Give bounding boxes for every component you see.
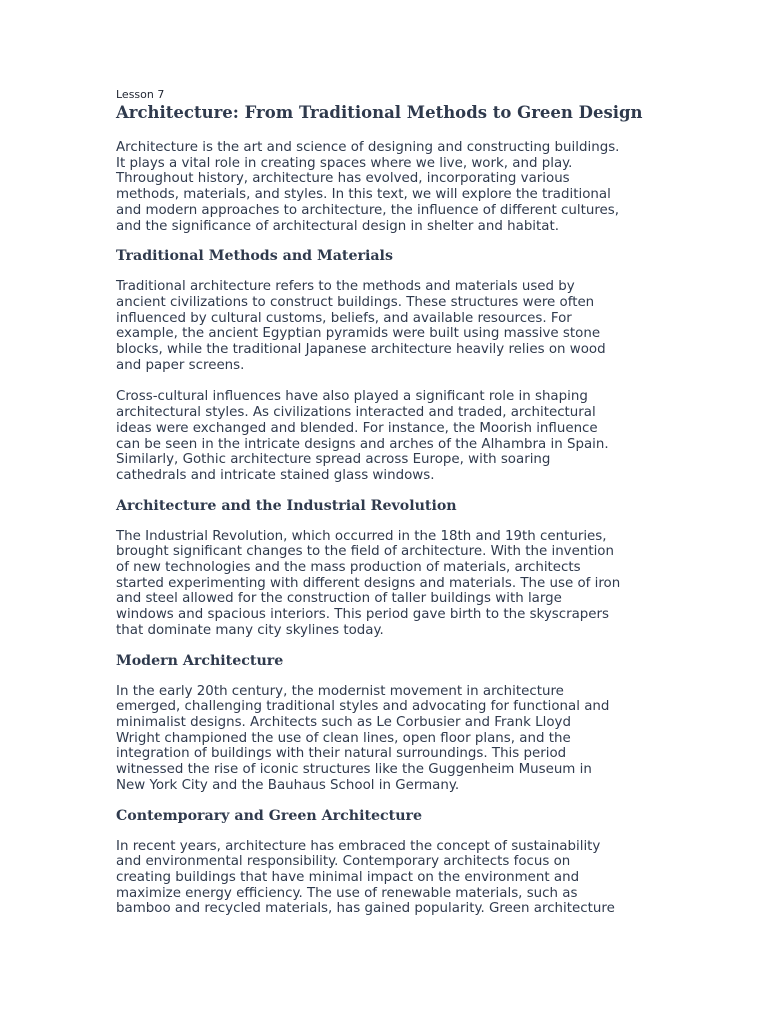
paragraph-line: cathedrals and intricate stained glass windows. [116, 467, 435, 483]
paragraph-line: Cross-cultural influences have also played a significant role in shaping [116, 389, 588, 405]
paragraph-line: methods, materials, and styles. In this text, we will explore the traditional [116, 187, 611, 203]
section-heading-traditional: Traditional Methods and Materials [116, 248, 393, 265]
paragraph-line: that dominate many city skylines today. [116, 622, 384, 638]
paragraph-line: integration of buildings with their natural surroundings. This period [116, 746, 567, 762]
paragraph-line: emerged, challenging traditional styles and advocating for functional and [116, 699, 610, 715]
paragraph-line: creating buildings that have minimal impact on the environment and [116, 869, 580, 885]
paragraph-line: blocks, while the traditional Japanese architecture heavily relies on wood [116, 342, 606, 358]
paragraph-line: ideas were exchanged and blended. For instance, the Moorish influence [116, 420, 598, 436]
paragraph-line: Wright championed the use of clean lines, open floor plans, and the [116, 730, 571, 746]
paragraph-line: of new technologies and the mass production of materials, architects [116, 560, 581, 576]
paragraph-line: In recent years, architecture has embraced the concept of sustainability [116, 838, 601, 854]
paragraph-line: example, the ancient Egyptian pyramids were built using massive stone [116, 326, 601, 342]
paragraph-line: New York City and the Bauhaus School in Germany. [116, 777, 460, 793]
paragraph-line: started experimenting with different designs and materials. The use of iron [116, 575, 621, 591]
paragraph-line: and steel allowed for the construction of taller buildings with large [116, 591, 562, 607]
intro-paragraph [116, 140, 656, 234]
document-title: Architecture: From Traditional Methods to Green Design [116, 103, 643, 122]
paragraph-line: Throughout history, architecture has evolved, incorporating various [116, 171, 570, 187]
paragraph-line: The Industrial Revolution, which occurred in the 18th and 19th centuries, [116, 528, 607, 544]
paragraph-line: and paper screens. [116, 357, 245, 373]
paragraph-line: architectural styles. As civilizations interacted and traded, architectural [116, 405, 596, 421]
paragraph-line: windows and spacious interiors. This period gave birth to the skyscrapers [116, 607, 610, 623]
document-page [116, 88, 656, 917]
paragraph-line: and environmental responsibility. Contemporary architects focus on [116, 854, 571, 870]
section-paragraph [116, 279, 656, 373]
paragraph-line: and the significance of architectural design in shelter and habitat. [116, 218, 559, 234]
paragraph-line: influenced by cultural customs, beliefs, and available resources. For [116, 310, 572, 326]
lesson-label: Lesson 7 [116, 88, 165, 101]
section-paragraph [116, 684, 656, 794]
paragraph-line: maximize energy efficiency. The use of renewable materials, such as [116, 885, 578, 901]
section-paragraph [116, 839, 656, 918]
paragraph-line: It plays a vital role in creating spaces where we live, work, and play. [116, 155, 573, 171]
paragraph-line: witnessed the rise of iconic structures like the Guggenheim Museum in [116, 762, 592, 778]
paragraph-line: Similarly, Gothic architecture spread across Europe, with soaring [116, 452, 551, 468]
paragraph-line: Traditional architecture refers to the methods and materials used by [116, 279, 575, 295]
paragraph-line: minimalist designs. Architects such as Le Corbusier and Frank Lloyd [116, 714, 571, 730]
paragraph-line: ancient civilizations to construct buildings. These structures were often [116, 294, 595, 310]
paragraph-line: brought significant changes to the field of architecture. With the invention [116, 544, 614, 560]
paragraph-line: bamboo and recycled materials, has gained popularity. Green architecture [116, 901, 615, 917]
section-heading-industrial: Architecture and the Industrial Revolution [116, 497, 457, 514]
section-paragraph [116, 389, 656, 483]
section-heading-modern: Modern Architecture [116, 652, 284, 669]
paragraph-line: In the early 20th century, the modernist movement in architecture [116, 683, 564, 699]
paragraph-line: Architecture is the art and science of designing and constructing buildings. [116, 140, 620, 155]
section-paragraph [116, 529, 656, 639]
paragraph-line: can be seen in the intricate designs and arches of the Alhambra in Spain. [116, 436, 609, 452]
section-heading-contemporary: Contemporary and Green Architecture [116, 807, 423, 824]
paragraph-line: and modern approaches to architecture, the influence of different cultures, [116, 202, 620, 218]
